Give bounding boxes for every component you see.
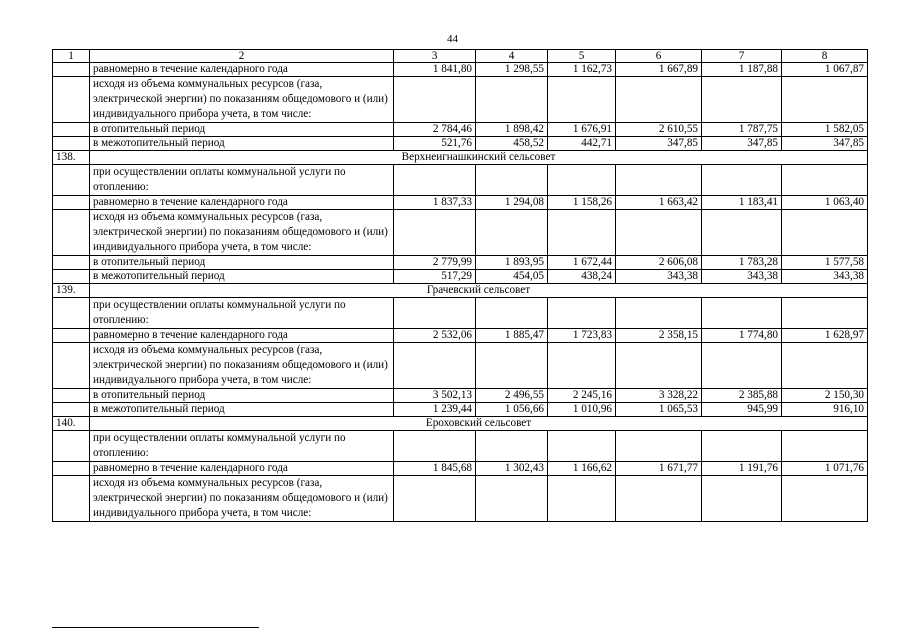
empty-value-cell	[476, 431, 548, 462]
value-cell: 1 783,28	[702, 256, 782, 270]
row-description: при осуществлении оплаты коммунальной услуги по отоплению:	[90, 165, 394, 196]
value-cell: 1 158,26	[548, 196, 616, 210]
value-cell: 1 898,42	[476, 123, 548, 137]
row-description: в межотопительный период	[90, 137, 394, 151]
index-cell	[53, 329, 90, 343]
index-cell	[53, 196, 90, 210]
value-cell: 2 245,16	[548, 389, 616, 403]
text-row	[53, 431, 868, 462]
value-cell: 1 671,77	[616, 462, 702, 476]
value-cell: 1 837,33	[394, 196, 476, 210]
empty-value-cell	[702, 165, 782, 196]
value-cell: 454,05	[476, 270, 548, 284]
value-cell: 458,52	[476, 137, 548, 151]
column-header-row	[53, 50, 868, 63]
row-description: исходя из объема коммунальных ресурсов (газа, электрической энергии) по показаниям общедомового и (или) индивидуального прибора учета, в том числе:	[90, 210, 394, 256]
row-description: в отопительный период	[90, 123, 394, 137]
index-cell	[53, 256, 90, 270]
empty-value-cell	[476, 210, 548, 256]
group-index: 140.	[53, 417, 90, 431]
empty-value-cell	[702, 343, 782, 389]
value-cell: 343,38	[702, 270, 782, 284]
value-cell: 1 162,73	[548, 63, 616, 77]
column-header: 1	[53, 50, 90, 63]
value-cell: 916,10	[782, 403, 868, 417]
empty-value-cell	[548, 210, 616, 256]
value-cell: 343,38	[782, 270, 868, 284]
empty-value-cell	[782, 298, 868, 329]
row-description: в отопительный период	[90, 256, 394, 270]
empty-value-cell	[616, 165, 702, 196]
column-header: 4	[476, 50, 548, 63]
empty-value-cell	[394, 165, 476, 196]
value-cell: 347,85	[616, 137, 702, 151]
table-row	[53, 462, 868, 476]
value-cell: 1 294,08	[476, 196, 548, 210]
empty-value-cell	[616, 476, 702, 522]
empty-value-cell	[548, 343, 616, 389]
text-row	[53, 165, 868, 196]
index-cell	[53, 431, 90, 462]
value-cell: 1 628,97	[782, 329, 868, 343]
empty-value-cell	[702, 77, 782, 123]
value-cell: 1 067,87	[782, 63, 868, 77]
table-row	[53, 256, 868, 270]
value-cell: 1 774,80	[702, 329, 782, 343]
group-row	[53, 417, 868, 431]
empty-value-cell	[782, 476, 868, 522]
group-row	[53, 151, 868, 165]
value-cell: 1 893,95	[476, 256, 548, 270]
empty-value-cell	[616, 77, 702, 123]
empty-value-cell	[782, 77, 868, 123]
value-cell: 517,29	[394, 270, 476, 284]
table-row	[53, 137, 868, 151]
empty-value-cell	[394, 476, 476, 522]
index-cell	[53, 63, 90, 77]
text-row	[53, 210, 868, 256]
value-cell: 1 723,83	[548, 329, 616, 343]
value-cell: 1 845,68	[394, 462, 476, 476]
index-cell	[53, 462, 90, 476]
value-cell: 347,85	[702, 137, 782, 151]
text-row	[53, 298, 868, 329]
value-cell: 1 239,44	[394, 403, 476, 417]
value-cell: 2 532,06	[394, 329, 476, 343]
index-cell	[53, 210, 90, 256]
row-description: в межотопительный период	[90, 403, 394, 417]
column-header: 3	[394, 50, 476, 63]
empty-value-cell	[782, 431, 868, 462]
empty-value-cell	[702, 210, 782, 256]
empty-value-cell	[616, 431, 702, 462]
index-cell	[53, 77, 90, 123]
value-cell: 2 784,46	[394, 123, 476, 137]
empty-value-cell	[476, 476, 548, 522]
empty-value-cell	[476, 77, 548, 123]
row-description: при осуществлении оплаты коммунальной услуги по отоплению:	[90, 298, 394, 329]
group-row	[53, 284, 868, 298]
value-cell: 2 496,55	[476, 389, 548, 403]
value-cell: 1 663,42	[616, 196, 702, 210]
value-cell: 3 328,22	[616, 389, 702, 403]
row-description: равномерно в течение календарного года	[90, 63, 394, 77]
value-cell: 2 779,99	[394, 256, 476, 270]
table-row	[53, 389, 868, 403]
value-cell: 1 063,40	[782, 196, 868, 210]
group-name: Грачевский сельсовет	[90, 284, 868, 298]
value-cell: 1 183,41	[702, 196, 782, 210]
value-cell: 1 667,89	[616, 63, 702, 77]
value-cell: 1 787,75	[702, 123, 782, 137]
value-cell: 521,76	[394, 137, 476, 151]
row-description: равномерно в течение календарного года	[90, 196, 394, 210]
empty-value-cell	[616, 343, 702, 389]
table-row	[53, 403, 868, 417]
value-cell: 3 502,13	[394, 389, 476, 403]
column-header: 6	[616, 50, 702, 63]
empty-value-cell	[702, 476, 782, 522]
value-cell: 2 150,30	[782, 389, 868, 403]
value-cell: 1 885,47	[476, 329, 548, 343]
value-cell: 1 672,44	[548, 256, 616, 270]
empty-value-cell	[548, 431, 616, 462]
empty-value-cell	[476, 298, 548, 329]
empty-value-cell	[782, 210, 868, 256]
value-cell: 1 191,76	[702, 462, 782, 476]
empty-value-cell	[548, 77, 616, 123]
index-cell	[53, 389, 90, 403]
row-description: исходя из объема коммунальных ресурсов (газа, электрической энергии) по показаниям общедомового и (или) индивидуального прибора учета, в том числе:	[90, 343, 394, 389]
column-header: 8	[782, 50, 868, 63]
value-cell: 2 385,88	[702, 389, 782, 403]
value-cell: 1 841,80	[394, 63, 476, 77]
value-cell: 438,24	[548, 270, 616, 284]
table-row	[53, 270, 868, 284]
index-cell	[53, 403, 90, 417]
column-header: 2	[90, 50, 394, 63]
value-cell: 1 010,96	[548, 403, 616, 417]
empty-value-cell	[616, 298, 702, 329]
empty-value-cell	[616, 210, 702, 256]
empty-value-cell	[782, 343, 868, 389]
row-description: равномерно в течение календарного года	[90, 329, 394, 343]
value-cell: 1 582,05	[782, 123, 868, 137]
value-cell: 1 056,66	[476, 403, 548, 417]
row-description: при осуществлении оплаты коммунальной услуги по отоплению:	[90, 431, 394, 462]
group-index: 139.	[53, 284, 90, 298]
footnote-rule	[52, 627, 259, 628]
table-row	[53, 329, 868, 343]
value-cell: 442,71	[548, 137, 616, 151]
row-description: исходя из объема коммунальных ресурсов (газа, электрической энергии) по показаниям общедомового и (или) индивидуального прибора учета, в том числе:	[90, 476, 394, 522]
empty-value-cell	[548, 165, 616, 196]
index-cell	[53, 343, 90, 389]
value-cell: 1 298,55	[476, 63, 548, 77]
row-description: в межотопительный период	[90, 270, 394, 284]
value-cell: 1 071,76	[782, 462, 868, 476]
value-cell: 1 676,91	[548, 123, 616, 137]
value-cell: 2 606,08	[616, 256, 702, 270]
value-cell: 1 302,43	[476, 462, 548, 476]
index-cell	[53, 476, 90, 522]
value-cell: 2 358,15	[616, 329, 702, 343]
index-cell	[53, 165, 90, 196]
group-name: Ероховский сельсовет	[90, 417, 868, 431]
value-cell: 2 610,55	[616, 123, 702, 137]
index-cell	[53, 270, 90, 284]
value-cell: 1 187,88	[702, 63, 782, 77]
empty-value-cell	[548, 298, 616, 329]
table-row	[53, 123, 868, 137]
empty-value-cell	[476, 165, 548, 196]
value-cell: 343,38	[616, 270, 702, 284]
empty-value-cell	[394, 298, 476, 329]
group-index: 138.	[53, 151, 90, 165]
tariff-table	[52, 49, 868, 522]
group-name: Верхнеигнашкинский сельсовет	[90, 151, 868, 165]
row-description: равномерно в течение календарного года	[90, 462, 394, 476]
empty-value-cell	[702, 431, 782, 462]
empty-value-cell	[394, 431, 476, 462]
column-header: 5	[548, 50, 616, 63]
value-cell: 1 577,58	[782, 256, 868, 270]
value-cell: 1 166,62	[548, 462, 616, 476]
empty-value-cell	[394, 77, 476, 123]
empty-value-cell	[394, 343, 476, 389]
row-description: исходя из объема коммунальных ресурсов (газа, электрической энергии) по показаниям общедомового и (или) индивидуального прибора учета, в том числе:	[90, 77, 394, 123]
page-number: 44	[447, 33, 458, 45]
empty-value-cell	[476, 343, 548, 389]
table-row	[53, 63, 868, 77]
index-cell	[53, 123, 90, 137]
text-row	[53, 476, 868, 522]
index-cell	[53, 137, 90, 151]
empty-value-cell	[782, 165, 868, 196]
empty-value-cell	[394, 210, 476, 256]
text-row	[53, 343, 868, 389]
table-row	[53, 196, 868, 210]
value-cell: 1 065,53	[616, 403, 702, 417]
column-header: 7	[702, 50, 782, 63]
empty-value-cell	[548, 476, 616, 522]
index-cell	[53, 298, 90, 329]
value-cell: 347,85	[782, 137, 868, 151]
text-row	[53, 77, 868, 123]
value-cell: 945,99	[702, 403, 782, 417]
empty-value-cell	[702, 298, 782, 329]
row-description: в отопительный период	[90, 389, 394, 403]
